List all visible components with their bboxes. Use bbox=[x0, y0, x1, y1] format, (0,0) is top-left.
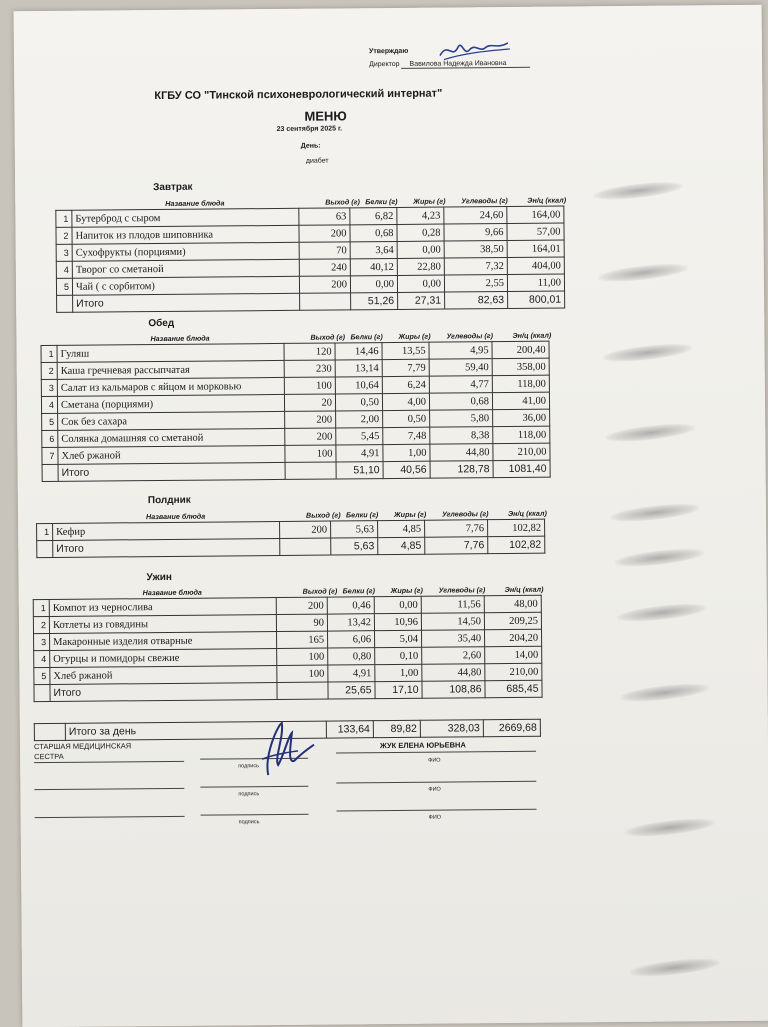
dish-fat: 1,00 bbox=[383, 444, 430, 461]
total-energy: 1081,40 bbox=[493, 460, 550, 477]
row-number: 1 bbox=[37, 523, 53, 540]
smudge bbox=[605, 421, 696, 445]
dish-prot: 13,14 bbox=[335, 360, 382, 377]
dish-fat: 7,48 bbox=[383, 427, 430, 444]
smudge bbox=[614, 546, 705, 570]
dish-energy: 164,00 bbox=[507, 206, 564, 223]
dish-carb: 4,77 bbox=[429, 376, 492, 394]
dish-out: 70 bbox=[299, 242, 350, 259]
section-title: Завтрак bbox=[153, 181, 193, 194]
section-title: Ужин bbox=[146, 571, 172, 584]
dish-name: Напиток из плодов шиповника bbox=[72, 225, 299, 244]
dish-fat: 0,00 bbox=[397, 275, 444, 292]
dish-name: Сок без сахара bbox=[58, 411, 285, 430]
dish-carb: 24,60 bbox=[444, 206, 507, 224]
dish-out: 200 bbox=[299, 225, 350, 242]
column-header-carb: Углеводы (г) bbox=[441, 509, 489, 519]
dish-name: Огурцы и помидоры свежие bbox=[50, 649, 277, 668]
total-label: Итого bbox=[50, 683, 277, 702]
sig-line bbox=[34, 788, 184, 790]
smudge bbox=[609, 501, 700, 525]
dish-energy: 404,00 bbox=[507, 257, 564, 274]
section-title: Полдник bbox=[147, 494, 191, 507]
nurse-title-2: СЕСТРА bbox=[34, 751, 64, 762]
sig-line bbox=[336, 781, 536, 784]
nurse-title-1: СТАРШАЯ МЕДИЦИНСКАЯ bbox=[33, 741, 132, 752]
dish-fat: 1,00 bbox=[375, 664, 422, 681]
dish-name: Компот из чернослива bbox=[49, 598, 276, 617]
dish-carb: 11,56 bbox=[421, 596, 484, 614]
dish-prot: 0,80 bbox=[328, 648, 375, 665]
director-name: Вавилова Надежда Ивановна bbox=[401, 60, 530, 69]
dish-out: 165 bbox=[277, 631, 328, 648]
column-header-fat: Жиры (г) bbox=[398, 331, 431, 341]
row-number bbox=[42, 464, 58, 481]
dish-out: 200 bbox=[280, 521, 331, 538]
fio-caption: ФИО bbox=[428, 757, 441, 764]
section-title: Обед bbox=[148, 317, 175, 330]
column-header-carb: Углеводы (г) bbox=[461, 195, 508, 206]
dish-fat: 0,28 bbox=[397, 224, 444, 241]
total-prot: 5,63 bbox=[331, 538, 378, 555]
dish-name: Хлеб ржаной bbox=[50, 666, 277, 685]
dish-prot: 13,42 bbox=[327, 614, 374, 631]
dish-carb: 4,95 bbox=[429, 342, 492, 360]
dish-energy: 48,00 bbox=[484, 595, 541, 612]
day-total-label: Итого за день bbox=[65, 721, 326, 740]
dish-carb: 2,60 bbox=[422, 647, 485, 665]
total-prot: 51,26 bbox=[351, 292, 398, 309]
dish-prot: 0,46 bbox=[327, 597, 374, 614]
fio-caption: ФИО bbox=[428, 786, 441, 793]
dish-fat: 22,80 bbox=[397, 258, 444, 275]
total-fat: 17,10 bbox=[375, 681, 422, 698]
row-number: 7 bbox=[42, 447, 58, 464]
dish-out: 200 bbox=[285, 428, 336, 445]
smudge bbox=[602, 341, 693, 365]
dish-fat: 4,23 bbox=[397, 207, 444, 224]
column-header-name: Название блюда bbox=[165, 198, 225, 208]
column-header-energy: Эн/ц (ккал) bbox=[507, 508, 547, 518]
dish-prot: 14,46 bbox=[335, 343, 382, 360]
director-label: Директор bbox=[369, 60, 400, 69]
total-out bbox=[277, 682, 328, 699]
dish-name: Творог со сметаной bbox=[72, 259, 299, 278]
approve-label: Утверждаю bbox=[368, 47, 409, 56]
row-number: 5 bbox=[34, 667, 50, 684]
total-prot: 25,65 bbox=[328, 682, 375, 699]
dish-carb: 44,80 bbox=[430, 444, 493, 462]
dish-fat: 0,50 bbox=[383, 410, 430, 427]
dish-energy: 118,00 bbox=[493, 426, 550, 443]
column-header-energy: Эн/ц (ккал) bbox=[504, 584, 544, 595]
smudge bbox=[593, 179, 684, 203]
column-header-out: Выход (г) bbox=[310, 332, 346, 342]
dish-name: Солянка домашняя со сметаной bbox=[58, 428, 285, 447]
total-out bbox=[280, 538, 331, 555]
dish-prot: 3,64 bbox=[350, 241, 397, 258]
dish-name: Гуляш bbox=[57, 343, 284, 362]
row-number bbox=[57, 295, 73, 312]
sig-line bbox=[337, 809, 537, 812]
sig-line bbox=[34, 761, 184, 763]
sig-line bbox=[201, 814, 309, 816]
total-carb: 7,76 bbox=[425, 537, 488, 555]
total-energy: 800,01 bbox=[508, 291, 565, 308]
dish-name: Каша гречневая рассыпчатая bbox=[57, 360, 284, 379]
total-energy: 102,82 bbox=[488, 536, 545, 553]
total-row bbox=[57, 291, 565, 312]
column-header-fat: Жиры (г) bbox=[413, 196, 446, 206]
dish-name: Бутерброд с сыром bbox=[72, 208, 299, 227]
dish-energy: 164,01 bbox=[507, 240, 564, 257]
total-carb: 82,63 bbox=[445, 291, 508, 309]
sig-line bbox=[35, 816, 185, 818]
dish-fat: 6,24 bbox=[382, 376, 429, 393]
fio-caption: ФИО bbox=[428, 814, 442, 821]
dish-fat: 0,10 bbox=[375, 647, 422, 664]
total-out bbox=[300, 293, 351, 310]
dish-energy: 200,40 bbox=[492, 341, 549, 358]
dish-prot: 5,45 bbox=[336, 428, 383, 445]
dish-carb: 5,80 bbox=[430, 410, 493, 428]
row-number: 6 bbox=[42, 430, 58, 447]
dish-fat: 13,55 bbox=[382, 342, 429, 359]
dish-out: 100 bbox=[284, 377, 335, 394]
dish-prot: 0,68 bbox=[350, 224, 397, 241]
total-out bbox=[285, 462, 336, 479]
row-number: 3 bbox=[41, 379, 57, 396]
row-number: 4 bbox=[56, 261, 72, 278]
smudge bbox=[624, 816, 715, 840]
column-header-prot: Белки (г) bbox=[365, 196, 398, 207]
menu-date: 23 сентября 2025 г. bbox=[276, 125, 343, 133]
column-header-prot: Белки (г) bbox=[345, 510, 379, 520]
dish-prot: 6,06 bbox=[328, 631, 375, 648]
row-number: 2 bbox=[41, 362, 57, 379]
sign-caption: подпись bbox=[238, 763, 260, 770]
dish-out: 230 bbox=[284, 360, 335, 377]
dish-name: Сметана (порциями) bbox=[57, 394, 284, 413]
dish-name: Котлеты из говядины bbox=[49, 615, 276, 634]
dish-prot: 10,64 bbox=[335, 377, 382, 394]
org-name: КГБУ СО "Тинской психоневрологический интернат" bbox=[154, 87, 443, 103]
dish-fat: 0,00 bbox=[374, 596, 421, 613]
day-total-fat: 89,82 bbox=[373, 720, 420, 737]
day-total-energy: 2669,68 bbox=[483, 719, 540, 736]
total-row bbox=[34, 680, 542, 701]
dish-out: 200 bbox=[276, 597, 327, 614]
dish-prot: 5,63 bbox=[331, 521, 378, 538]
column-header-name: Название блюда bbox=[142, 587, 202, 598]
column-header-name: Название блюда bbox=[150, 333, 210, 344]
dish-energy: 14,00 bbox=[485, 646, 542, 663]
dish-carb: 8,38 bbox=[430, 427, 493, 445]
dish-out: 100 bbox=[277, 665, 328, 682]
day-total-prot: 133,64 bbox=[326, 721, 373, 738]
dish-energy: 210,00 bbox=[493, 443, 550, 460]
dish-carb: 0,68 bbox=[429, 393, 492, 411]
dish-fat: 0,00 bbox=[397, 241, 444, 258]
column-header-out: Выход (г) bbox=[305, 510, 341, 520]
dish-energy: 36,00 bbox=[493, 409, 550, 426]
sig-line bbox=[336, 751, 536, 754]
column-header-out: Выход (г) bbox=[325, 197, 360, 207]
dish-prot: 0,50 bbox=[335, 394, 382, 411]
dish-out: 20 bbox=[284, 394, 335, 411]
dish-prot: 2,00 bbox=[336, 411, 383, 428]
dish-carb: 14,50 bbox=[421, 613, 484, 631]
row-number: 3 bbox=[56, 244, 72, 261]
dish-energy: 11,00 bbox=[507, 274, 564, 291]
menu-sheet bbox=[14, 5, 768, 1027]
row-number: 5 bbox=[42, 413, 58, 430]
dish-carb: 35,40 bbox=[421, 630, 484, 648]
dish-out: 120 bbox=[284, 343, 335, 360]
column-header-fat: Жиры (г) bbox=[393, 509, 427, 519]
menu-table bbox=[33, 595, 543, 702]
row-number: 4 bbox=[34, 650, 50, 667]
dish-name: Кефир bbox=[53, 521, 280, 540]
dish-fat: 4,00 bbox=[382, 393, 429, 410]
menu-table bbox=[40, 341, 550, 482]
smudge bbox=[619, 681, 710, 705]
total-label: Итого bbox=[73, 293, 300, 312]
dish-out: 200 bbox=[299, 276, 350, 293]
row-number: 2 bbox=[56, 227, 72, 244]
column-header-carb: Углеводы (г) bbox=[438, 585, 486, 595]
day-label: День: bbox=[300, 142, 321, 150]
total-label: Итого bbox=[58, 462, 285, 481]
day-total-carb: 328,03 bbox=[420, 720, 483, 738]
dish-out: 100 bbox=[285, 445, 336, 462]
dish-carb: 7,32 bbox=[444, 257, 507, 275]
total-fat: 27,31 bbox=[398, 292, 445, 309]
total-row bbox=[37, 536, 545, 557]
dish-fat: 10,96 bbox=[374, 613, 421, 630]
menu-table bbox=[36, 519, 545, 558]
row-number bbox=[34, 684, 50, 701]
dish-energy: 118,00 bbox=[492, 375, 549, 392]
dish-energy: 210,00 bbox=[485, 663, 542, 680]
dish-energy: 41,00 bbox=[492, 392, 549, 409]
dish-name: Хлеб ржаной bbox=[58, 445, 285, 464]
row-number: 1 bbox=[33, 599, 49, 616]
dish-out: 63 bbox=[299, 208, 350, 225]
dish-prot: 4,91 bbox=[328, 665, 375, 682]
total-fat: 4,85 bbox=[378, 537, 425, 554]
sign-caption: подпись bbox=[238, 819, 260, 826]
sig-line bbox=[200, 786, 308, 788]
dish-out: 240 bbox=[299, 259, 350, 276]
column-header-carb: Углеводы (г) bbox=[446, 331, 494, 341]
dish-energy: 57,00 bbox=[507, 223, 564, 240]
column-header-prot: Белки (г) bbox=[350, 332, 383, 342]
dish-prot: 0,00 bbox=[350, 275, 397, 292]
row-number: 3 bbox=[34, 633, 50, 650]
dish-carb: 2,55 bbox=[444, 274, 507, 292]
dish-fat: 4,85 bbox=[378, 520, 425, 537]
dish-carb: 59,40 bbox=[429, 359, 492, 377]
smudge bbox=[629, 955, 720, 979]
total-carb: 108,86 bbox=[422, 681, 485, 699]
column-header-prot: Белки (г) bbox=[342, 586, 376, 596]
smudge bbox=[616, 601, 707, 625]
sign-caption: подпись bbox=[238, 791, 260, 798]
column-header-energy: Эн/ц (ккал) bbox=[512, 330, 552, 340]
page-title: МЕНЮ bbox=[304, 108, 347, 124]
dish-name: Макаронные изделия отварные bbox=[50, 632, 277, 651]
dish-energy: 358,00 bbox=[492, 358, 549, 375]
column-header-energy: Эн/ц (ккал) bbox=[527, 195, 567, 205]
row-number: 1 bbox=[56, 210, 72, 227]
column-header-name: Название блюда bbox=[145, 511, 206, 522]
row-number: 5 bbox=[56, 278, 72, 295]
dish-prot: 6,82 bbox=[350, 207, 397, 224]
total-label: Итого bbox=[53, 538, 280, 557]
column-header-out: Выход (г) bbox=[302, 586, 338, 596]
dish-fat: 5,04 bbox=[374, 630, 421, 647]
dish-energy: 102,82 bbox=[488, 519, 545, 536]
total-prot: 51,10 bbox=[336, 462, 383, 479]
column-header-fat: Жиры (г) bbox=[390, 585, 423, 596]
dish-energy: 204,20 bbox=[484, 629, 541, 646]
dish-fat: 7,79 bbox=[382, 359, 429, 376]
smudge bbox=[597, 261, 688, 285]
total-energy: 685,45 bbox=[485, 680, 542, 697]
dish-out: 100 bbox=[277, 648, 328, 665]
dish-carb: 38,50 bbox=[444, 240, 507, 258]
dish-carb: 7,76 bbox=[425, 520, 488, 538]
dish-out: 90 bbox=[276, 614, 327, 631]
dish-prot: 4,91 bbox=[336, 445, 383, 462]
dish-carb: 44,80 bbox=[422, 664, 485, 682]
diet-label: диабет bbox=[305, 157, 329, 165]
dish-prot: 40,12 bbox=[350, 258, 397, 275]
row-number bbox=[37, 540, 53, 557]
dish-out: 200 bbox=[285, 411, 336, 428]
director-line bbox=[369, 60, 530, 68]
total-row bbox=[42, 460, 550, 481]
dish-carb: 9,66 bbox=[444, 223, 507, 241]
row-number: 2 bbox=[33, 616, 49, 633]
nurse-name: ЖУК ЕЛЕНА ЮРЬЕВНА bbox=[379, 740, 466, 751]
dish-name: Сухофрукты (порциями) bbox=[72, 242, 299, 261]
menu-table bbox=[55, 205, 565, 312]
dish-name: Чай ( с сорбитом) bbox=[72, 276, 299, 295]
row-number: 4 bbox=[41, 396, 57, 413]
nurse-signature bbox=[238, 715, 319, 780]
row-number: 1 bbox=[41, 345, 57, 362]
dish-energy: 209,25 bbox=[484, 612, 541, 629]
total-fat: 40,56 bbox=[383, 461, 430, 478]
dish-name: Салат из кальмаров с яйцом и морковью bbox=[57, 377, 284, 396]
total-carb: 128,78 bbox=[430, 461, 493, 479]
